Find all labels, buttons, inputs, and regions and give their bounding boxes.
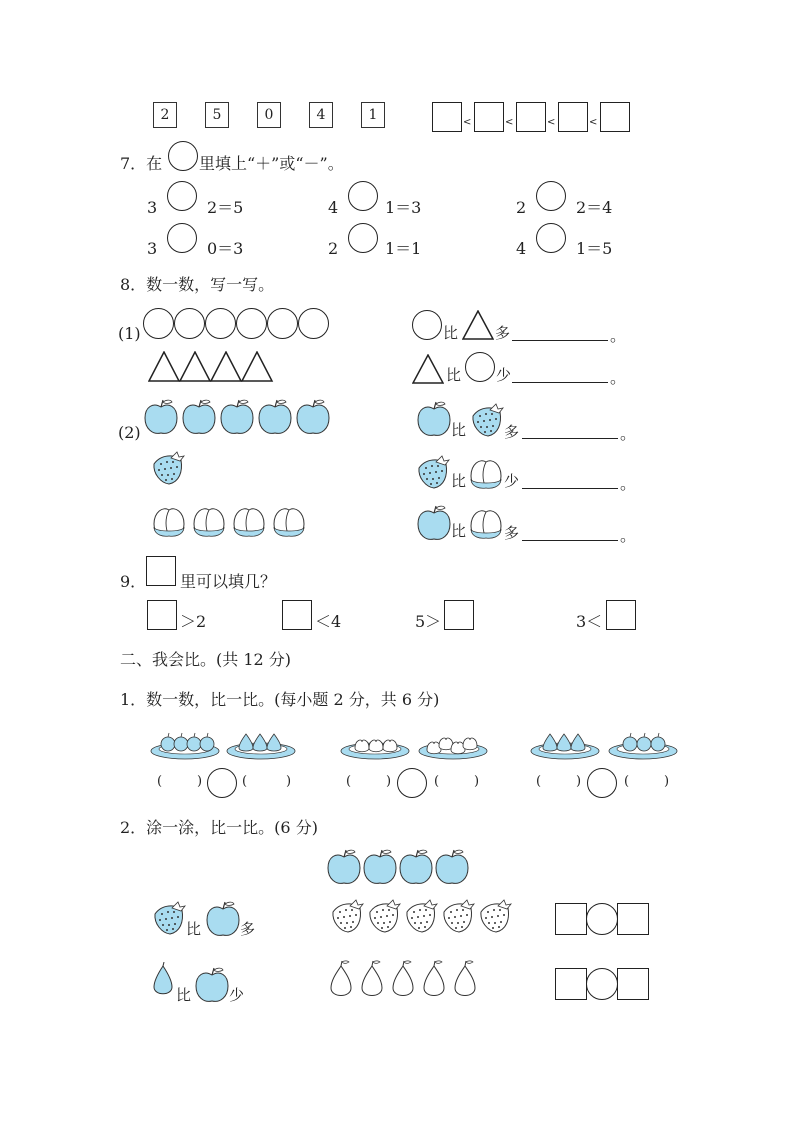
q7-answer-circle[interactable] [167,223,197,253]
strawberry-outline-icon [444,900,474,932]
compare-word-bi: 比 [186,920,202,938]
q7-operand: 4 [516,239,527,258]
q6-number-box: 0 [257,102,281,128]
s2-q2-answer-box[interactable] [617,903,649,935]
q9-relation: 3＜ [576,612,603,631]
q6-number-box: 1 [361,102,385,128]
q7-answer-circle[interactable] [167,181,197,211]
peach-icon [234,509,264,536]
q7-operand: 2 [516,198,527,217]
compare-word-duo: 多 [504,423,520,441]
peach-icon [468,454,504,490]
s2-q2-answer-box[interactable] [555,968,587,1000]
q8-answer-blank[interactable] [522,540,618,541]
q9-relation: ＜4 [315,612,342,631]
period: 。 [620,424,637,443]
paren-left: ( [536,774,542,789]
paren-right: ) [576,774,582,789]
apple-icon [364,850,396,883]
compare-word-bi: 比 [451,421,467,439]
q7-result: 1＝5 [576,239,613,258]
apple-icon [221,400,253,433]
triangle-icon [149,352,179,381]
apples-row [143,398,333,436]
apple-icon [436,850,468,883]
apple-icon [297,400,329,433]
peach-icon [468,504,504,540]
compare-word-bi: 比 [451,522,467,540]
q7-instruction: 里填上“＋”或“－”。 [199,154,344,173]
plates-group-3 [530,724,682,764]
q7-answer-circle[interactable] [348,223,378,253]
square-icon [146,556,176,586]
period: 。 [620,474,637,493]
q9-answer-box[interactable] [444,600,474,630]
peach-icon [274,509,304,536]
s2-q2-answer-box[interactable] [555,903,587,935]
apple-icon [259,400,291,433]
circle-icon [465,352,495,382]
paren-right: ) [286,774,292,789]
q9-answer-box[interactable] [282,600,312,630]
q9-instruction: 里可以填几？ [180,572,277,591]
pear-outline-icon [424,961,444,996]
strawberry-icon [414,454,450,490]
q8-part2-label: (2) [118,423,141,442]
period: 。 [610,368,627,387]
pear-icon [150,962,176,1000]
strawberry-outline-icon [333,900,363,932]
compare-word-shao: 少 [229,986,245,1004]
s2-q2-label: 2．涂一涂，比一比。(6 分) [120,818,318,837]
s2-q1-compare-circle[interactable] [207,768,237,798]
strawberry-icon [150,900,186,936]
circle-icon [205,308,236,339]
q8-answer-blank[interactable] [522,438,618,439]
s2-q1-compare-circle[interactable] [397,768,427,798]
q7-result: 2＝4 [576,198,613,217]
s2-q1-label: 1．数一数，比一比。(每小题 2 分，共 6 分) [120,690,440,709]
q8-answer-blank[interactable] [512,382,608,383]
q7-result: 0＝3 [207,239,244,258]
q7-operand: 3 [147,198,158,217]
compare-word-bi: 比 [446,366,462,384]
q7-result: 2＝5 [207,198,244,217]
peach-icon [194,509,224,536]
triangle-icon [211,352,241,381]
q9-answer-box[interactable] [147,600,177,630]
q7-answer-circle[interactable] [536,181,566,211]
strawberry-icon [468,402,504,438]
q9-relation: ＞2 [180,612,207,631]
q7-operand: 4 [328,198,339,217]
s2-q2-answer-circle[interactable] [586,903,618,935]
paren-right: ) [386,774,392,789]
pear-outline-icon [362,961,382,996]
q6-number-box: 5 [205,102,229,128]
triangle-icon [242,352,272,381]
compare-word-bi: 比 [451,472,467,490]
pear-outline-icon [455,961,475,996]
q7-label: 7．在 [120,154,163,173]
q6-answer-box[interactable] [600,102,630,132]
q6-number-box: 2 [153,102,177,128]
q7-answer-circle[interactable] [348,181,378,211]
circle-icon [236,308,267,339]
s2-q1-compare-circle[interactable] [587,768,617,798]
strawberries-outline-row[interactable] [328,896,528,936]
s2-q2-answer-box[interactable] [617,968,649,1000]
q6-answer-box[interactable] [558,102,588,132]
q8-answer-blank[interactable] [512,340,608,341]
plates-group-2 [340,724,490,764]
apple-icon [400,850,432,883]
compare-word-shao: 少 [504,472,520,490]
q6-less-sign: < [589,117,598,128]
compare-word-shao: 少 [496,366,512,384]
circle-icon [298,308,329,339]
peaches-row [151,502,311,538]
triangle-icon [462,310,494,340]
pear-outline-icon [331,961,351,996]
q7-result: 1＝1 [385,239,422,258]
q6-answer-box[interactable] [474,102,504,132]
pear-outline-icon [393,961,413,996]
paren-left: ( [346,774,352,789]
pears-outline-row[interactable] [328,958,488,1002]
paren-left: ( [157,774,163,789]
apple-icon [416,400,452,438]
compare-word-duo: 多 [504,524,520,542]
paren-right: ) [664,774,670,789]
q6-less-sign: < [463,117,472,128]
strawberry-outline-icon [407,900,437,932]
circle-icon [412,310,442,340]
q6-number-box: 4 [309,102,333,128]
s2-q2-answer-circle[interactable] [586,968,618,1000]
apple-icon [194,966,230,1004]
q9-relation: 5＞ [415,612,442,631]
paren-left: ( [434,774,440,789]
apple-icon [183,400,215,433]
q6-answer-box[interactable] [432,102,462,132]
triangle-icon [412,354,444,384]
compare-word-bi: 比 [176,986,192,1004]
strawberry-outline-icon [370,900,400,932]
paren-left: ( [624,774,630,789]
q6-less-sign: < [505,117,514,128]
period: 。 [620,526,637,545]
paren-right: ) [474,774,480,789]
period: 。 [610,326,627,345]
circle-icon [267,308,298,339]
apple-icon [145,400,177,433]
q7-operand: 2 [328,239,339,258]
apple-icon [205,900,241,938]
q6-answer-box[interactable] [516,102,546,132]
strawberry-icon [149,450,185,486]
q7-answer-circle[interactable] [536,223,566,253]
paren-left: ( [242,774,248,789]
circle-icon [168,141,198,171]
plates-group-1 [150,724,300,764]
q8-answer-blank[interactable] [522,488,618,489]
compare-word-bi: 比 [443,324,459,342]
q7-result: 1＝3 [385,198,422,217]
q7-operand: 3 [147,239,158,258]
q9-answer-box[interactable] [606,600,636,630]
circle-icon [174,308,205,339]
compare-word-duo: 多 [240,920,256,938]
apple-icon [328,850,360,883]
circle-icon [143,308,174,339]
apple-icon [416,504,452,542]
strawberry-outline-icon [481,900,511,932]
triangle-icon [180,352,210,381]
peach-icon [154,509,184,536]
q6-less-sign: < [547,117,556,128]
compare-word-duo: 多 [495,324,511,342]
q9-label: 9． [120,572,147,591]
q8-part1-label: (1) [118,324,141,343]
q8-label: 8．数一数，写一写。 [120,275,275,294]
triangles-row [148,351,278,382]
section-title: 二、我会比。(共 12 分) [120,650,292,669]
paren-right: ) [197,774,203,789]
apples-reference-row [326,848,476,886]
